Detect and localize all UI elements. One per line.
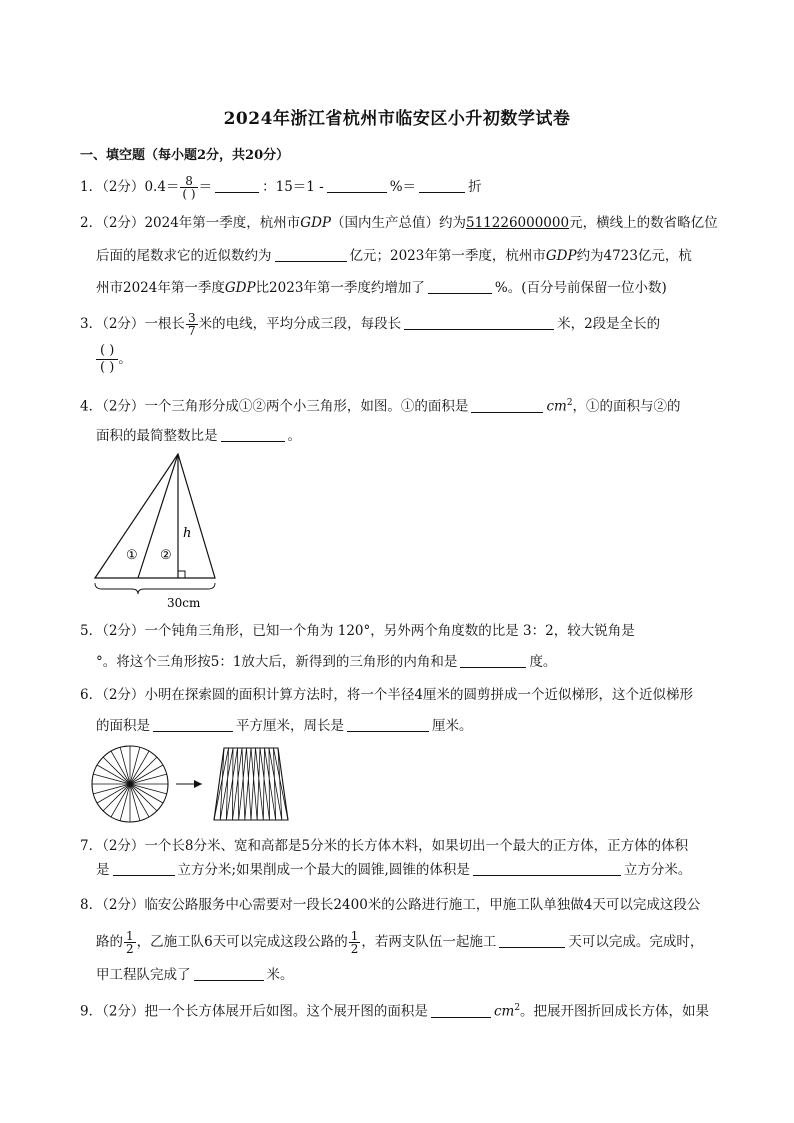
answer-blank[interactable] xyxy=(113,861,175,876)
section-heading: 一、填空题（每小题2分，共20分） xyxy=(80,148,290,163)
region-2-label: ② xyxy=(160,548,172,563)
question-3-line-1: 3．（2分）一根长 $\frac{3}{7}$ 米的电线，平均分成三段，每段长 米，2段是全长的 xyxy=(80,311,661,338)
question-7-line-1: 7．（2分）一个长8分米、宽和高都是5分米的长方体木料，如果切出一个最大的正方体，正方体的体积 xyxy=(80,838,689,854)
answer-blank[interactable] xyxy=(327,178,387,193)
answer-blank[interactable] xyxy=(499,933,565,948)
fraction: $\frac{1}{2}$ xyxy=(350,929,359,956)
question-2-line-2: 后面的尾数求它的近似数约为 亿元；2023年第一季度，杭州市GDP约为4723亿元，杭 xyxy=(96,248,692,264)
question-9-line-1: 9．（2分）把一个长方体展开后如图。这个展开图的面积是 $cm^2$。把展开图折回成长方体，如果 xyxy=(80,1003,710,1020)
answer-blank[interactable] xyxy=(404,315,554,330)
question-1: 1．（2分）0.4＝ $\frac{8}{( )}$ ＝ ：15＝1 - %＝ 折 xyxy=(80,174,482,201)
height-label: h xyxy=(183,526,192,541)
question-4-line-1: 4．（2分）一个三角形分成①②两个小三角形，如图。①的面积是 $cm^2$，①的面积与②的 xyxy=(80,398,681,415)
answer-blank[interactable] xyxy=(471,398,543,413)
answer-blank[interactable] xyxy=(347,717,429,732)
question-8-line-3: 甲工程队完成了 米。 xyxy=(96,967,294,983)
question-2-line-1: 2．（2分）2024年第一季度，杭州市GDP（国内生产总值）约为511226000000元，横线上的数省略亿位 xyxy=(80,215,718,231)
base-label: 30cm xyxy=(167,596,201,610)
page-title: 2024年浙江省杭州市临安区小升初数学试卷 xyxy=(223,109,571,129)
answer-blank[interactable] xyxy=(215,178,259,193)
answer-blank[interactable] xyxy=(153,717,233,732)
fraction: $\frac{1}{2}$ xyxy=(126,929,134,956)
question-8-line-1: 8．（2分）临安公路服务中心需要对一段长2400米的公路进行施工，甲施工队单独做4天可以完成这段公 xyxy=(80,897,701,913)
question-6-line-1: 6．（2分）小明在探索圆的面积计算方法时，将一个半径4厘米的圆剪拼成一个近似梯形，这个近似梯形 xyxy=(80,687,694,703)
fraction-answer[interactable]: ( ) ( ) xyxy=(96,343,118,376)
circle-trapezoid-figure xyxy=(90,744,310,824)
cut-circle xyxy=(92,746,168,822)
question-5-line-1: 5．（2分）一个钝角三角形，已知一个角为 120°，另外两个角度数的比是 3：2，较大锐角是 xyxy=(80,623,635,639)
question-3-line-2: ( ) ( ) 。 xyxy=(96,343,132,376)
question-4-line-2: 面积的最简整数比是 。 xyxy=(96,428,301,444)
approx-trapezoid xyxy=(214,748,288,820)
answer-blank[interactable] xyxy=(194,966,264,981)
answer-blank[interactable] xyxy=(428,279,492,294)
answer-blank[interactable] xyxy=(275,247,347,262)
answer-blank[interactable] xyxy=(460,653,526,668)
question-8-line-2: 路的 $\frac{1}{2}$ ，乙施工队6天可以完成这段公路的 $\frac{1}{2}$ ，若两支队伍一起施工 天可以完成。完成时， xyxy=(96,929,704,956)
answer-blank[interactable] xyxy=(431,1003,491,1018)
fraction: $\frac{8}{( )}$ xyxy=(182,174,196,201)
triangle-figure xyxy=(88,448,228,616)
region-1-label: ① xyxy=(126,548,138,563)
question-7-line-2: 是 立方分米;如果削成一个最大的圆锥,圆锥的体积是 立方分米。 xyxy=(96,862,692,878)
fraction: $\frac{3}{7}$ xyxy=(187,311,196,338)
question-2-line-3: 州市2024年第一季度GDP比2023年第一季度约增加了 %。(百分号前保留一位小数) xyxy=(96,280,667,296)
question-5-line-2: °。将这个三角形按5：1放大后，新得到的三角形的内角和是 度。 xyxy=(96,654,557,670)
answer-blank[interactable] xyxy=(473,861,621,876)
question-6-line-2: 的面积是 平方厘米，周长是 厘米。 xyxy=(96,718,473,734)
answer-blank[interactable] xyxy=(221,427,285,442)
answer-blank[interactable] xyxy=(419,178,465,193)
